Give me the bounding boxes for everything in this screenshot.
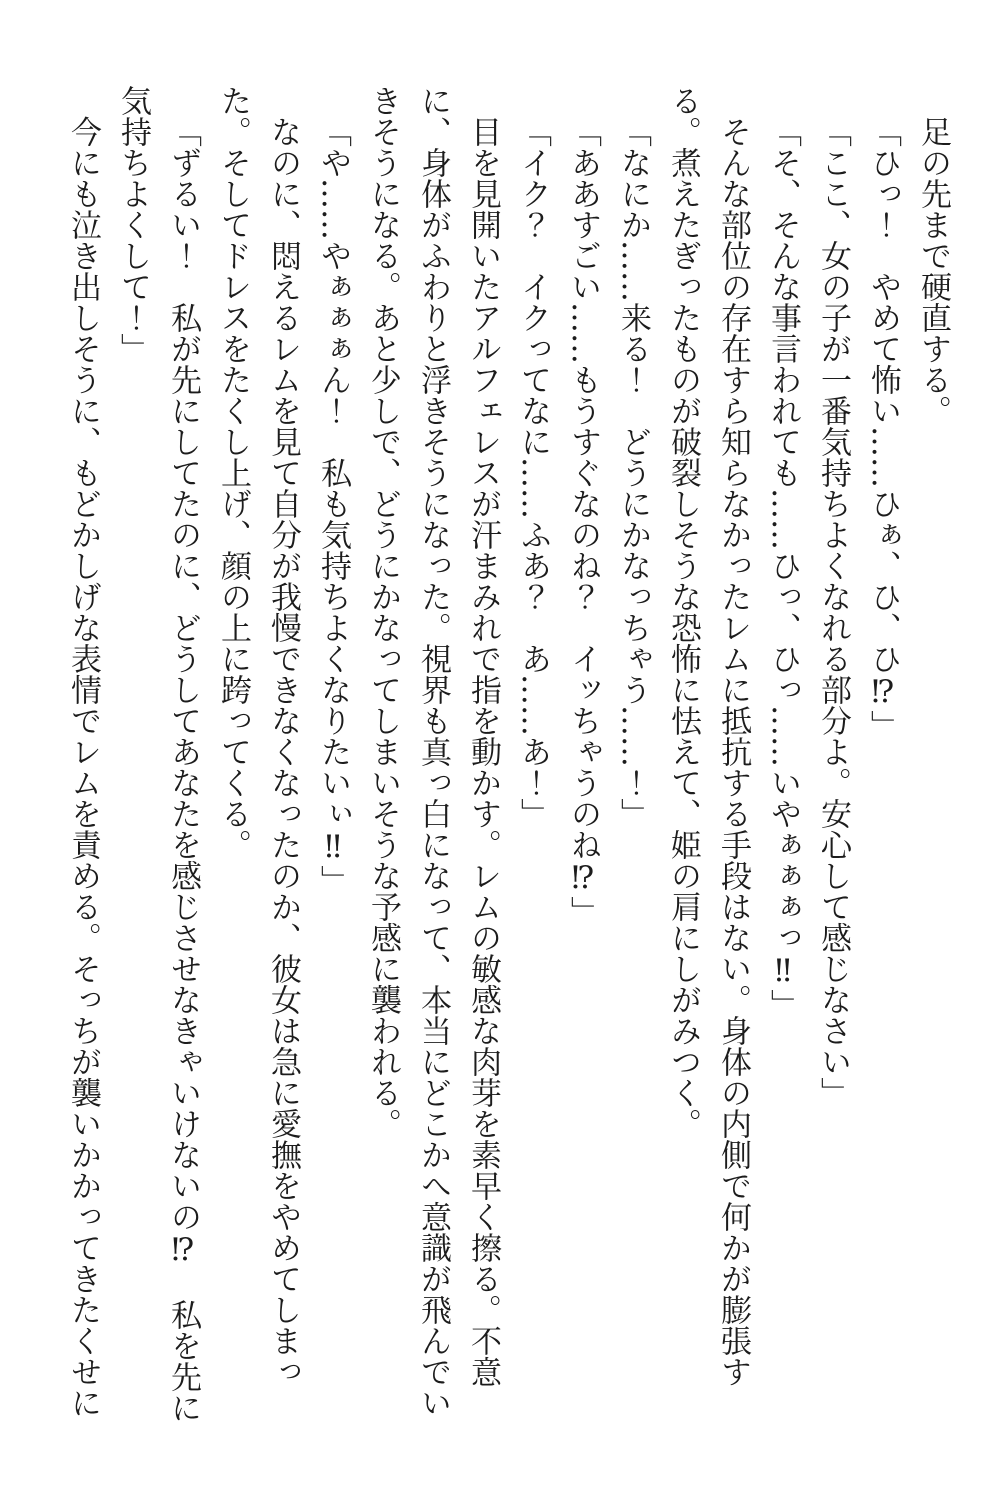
vertical-text-block [58, 85, 958, 1430]
paragraph-dialogue: 「ああすごい……もうすぐなのね？ イッちゃうのね⁉」 [565, 116, 601, 927]
paragraph-dialogue: 「そ、そんな事言われても……ひっ、ひっ……いやぁぁぁっ‼」 [765, 116, 801, 1020]
paragraph-dialogue: 「ここ、女の子が一番気持ちよくなれる部分よ。安心して感じなさい」 [815, 116, 851, 1108]
paragraph: そんな部位の存在すら知らなかったレムに抵抗する手段はない。身体の内側で何かが膨張する。煮えたぎったものが破裂しそうな恐怖に怯えて、姫の肩にしがみつく。 [665, 85, 751, 1387]
paragraph: 今にも泣き出しそうに、もどかしげな表情でレムを責める。そっちが襲いかかってきたくせに [65, 116, 101, 1418]
paragraph-dialogue: 「ひっ！ やめて怖い……ひぁ、ひ、ひ⁉」 [865, 116, 901, 741]
paragraph: なのに、悶えるレムを見て自分が我慢できなくなったのか、彼女は急に愛撫をやめてしまった。そしてドレスをたくし上げ、顔の上に跨ってくる。 [215, 85, 301, 1387]
paragraph: 目を見開いたアルフェレスが汗まみれで指を動かす。レムの敏感な肉芽を素早く擦る。不意に、身体がふわりと浮きそうになった。視界も真っ白になって、本当にどこかへ意識が飛んでいきそうになる。あと少しで、どうにかなってしまいそうな予感に襲われる。 [365, 85, 501, 1418]
paragraph-dialogue: 「イク？ イクってなに……ふあ？ あ……あ！」 [515, 116, 551, 829]
paragraph-dialogue: 「なにか……来る！ どうにかなっちゃう……！」 [615, 116, 651, 829]
paragraph-dialogue: 「ずるい！ 私が先にしてたのに、どうしてあなたを感じさせなきゃいけないの⁉ 私を先に気持ちよくして！」 [115, 85, 201, 1423]
paragraph: 足の先まで硬直する。 [915, 116, 951, 426]
paragraph-dialogue: 「や……やぁぁぁん！ 私も気持ちよくなりたいぃ‼」 [315, 116, 351, 896]
